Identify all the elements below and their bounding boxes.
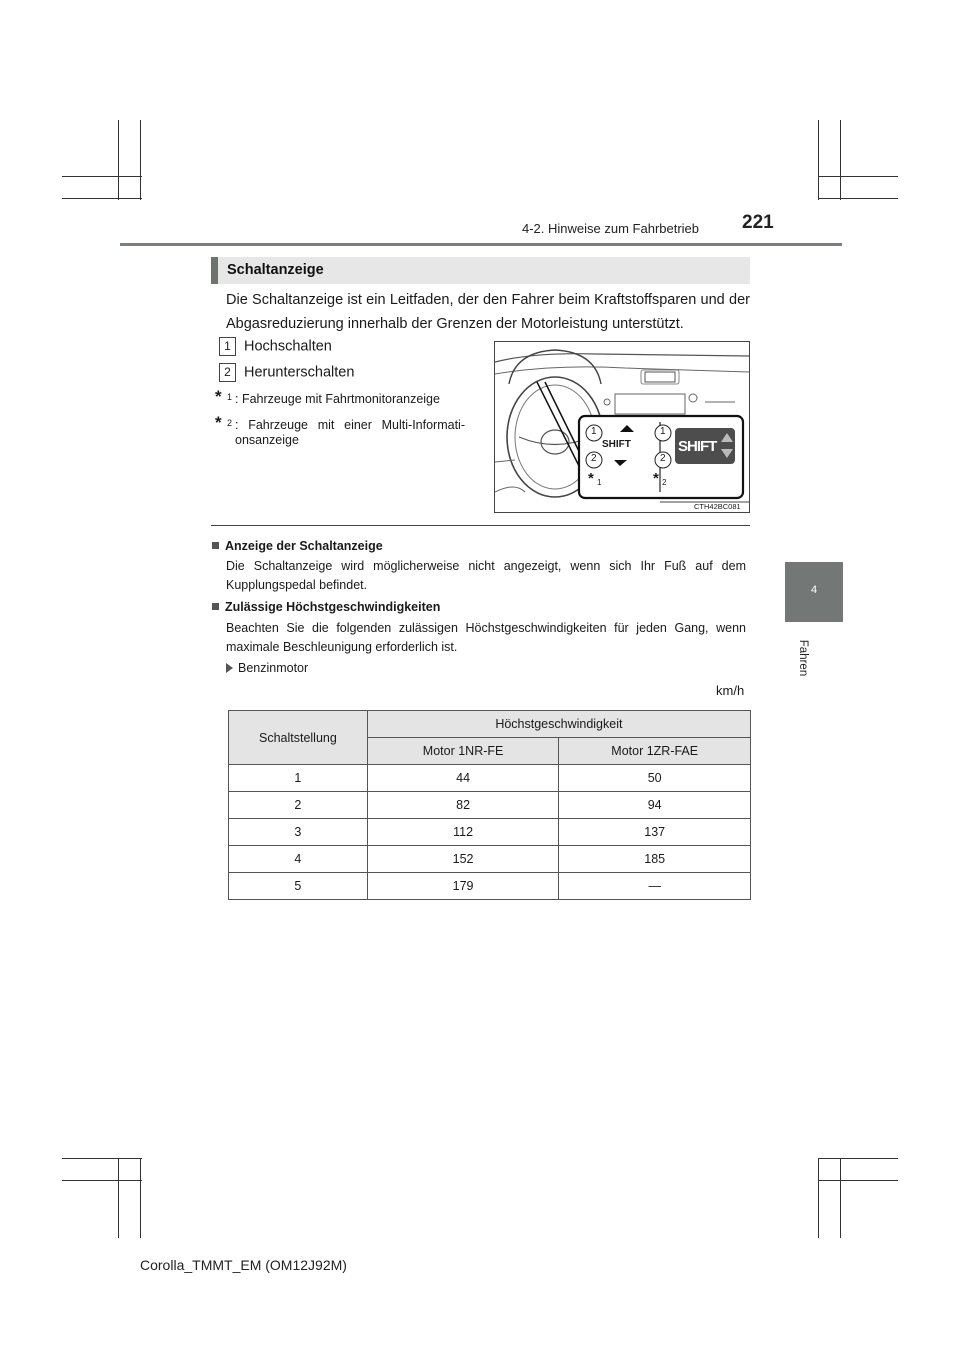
table-cell: 4	[229, 846, 368, 873]
speed-table	[228, 710, 751, 900]
table-row	[229, 873, 751, 900]
table-cell: 112	[367, 819, 559, 846]
note-title: Zulässige Höchstgeschwindigkeiten	[225, 600, 441, 614]
table-cell: 50	[559, 765, 751, 792]
unit-label: km/h	[716, 683, 745, 698]
chapter-number: 4	[810, 584, 818, 596]
table-cell: 185	[559, 846, 751, 873]
table-cell: 137	[559, 819, 751, 846]
footnote-star: *	[215, 413, 222, 432]
crop-mark	[118, 1158, 119, 1238]
section-title: Schaltanzeige	[227, 262, 324, 278]
table-cell: 2	[229, 792, 368, 819]
table-cell: 94	[559, 792, 751, 819]
table-header: Höchstgeschwindigkeit	[367, 711, 750, 738]
header-rule	[120, 243, 842, 246]
figure-code: CTH42BC081	[694, 502, 741, 511]
crop-mark	[818, 1158, 898, 1159]
note-heading	[212, 600, 440, 614]
star-1: *	[588, 470, 594, 487]
table-cell: 179	[367, 873, 559, 900]
item-label: Herunterschalten	[244, 364, 355, 381]
table-header: Motor 1NR-FE	[367, 738, 559, 765]
engine-type	[226, 661, 308, 675]
bullet-square	[212, 542, 219, 549]
section-heading	[211, 257, 750, 284]
list-item-downshift	[219, 363, 354, 383]
intro-paragraph: Die Schaltanzeige ist ein Leitfaden, der den Fahrer beim Kraftstoffsparen und der Abgasreduzierung innerhalb der Grenzen der Motorleistung unterstützt.	[226, 292, 750, 332]
table-cell: —	[559, 873, 751, 900]
crop-mark	[118, 120, 119, 200]
table-row	[229, 846, 751, 873]
star-1-sub: 1	[597, 478, 602, 487]
triangle-bullet-icon	[226, 663, 233, 673]
crop-mark	[818, 1180, 898, 1181]
dashboard-drawing	[495, 342, 749, 512]
table-cell: 1	[229, 765, 368, 792]
dashboard-illustration	[494, 341, 750, 513]
table-row	[229, 765, 751, 792]
table-cell: 82	[367, 792, 559, 819]
footer-doc-id: Corolla_TMMT_EM (OM12J92M)	[140, 1257, 347, 1273]
star-2-sub: 2	[662, 478, 667, 487]
note-heading	[212, 539, 383, 553]
note-text: Beachten Sie die folgenden zulässigen Höchstgeschwindigkeiten für jeden Gang, wenn maximale Beschleunigung erforderlich ist.	[226, 621, 746, 654]
shift-display-label: SHIFT	[678, 438, 717, 455]
callout-num-1: 1	[591, 426, 597, 437]
callout-num-1b: 1	[660, 426, 666, 437]
item-number: 1	[219, 337, 236, 356]
crop-mark	[818, 120, 819, 200]
footnote-star: *	[215, 387, 222, 406]
table-cell: 44	[367, 765, 559, 792]
crop-mark	[840, 120, 841, 200]
shift-label-left: SHIFT	[602, 439, 631, 450]
engine-label: Benzinmotor	[238, 661, 309, 675]
item-number: 2	[219, 363, 236, 382]
table-cell: 152	[367, 846, 559, 873]
table-row	[229, 792, 751, 819]
table-cell: 5	[229, 873, 368, 900]
chapter-label	[794, 630, 808, 690]
table-header: Schaltstellung	[229, 711, 368, 765]
table-cell: 3	[229, 819, 368, 846]
table-header: Motor 1ZR-FAE	[559, 738, 751, 765]
note-title: Anzeige der Schaltanzeige	[225, 539, 383, 553]
crop-mark	[818, 1158, 819, 1238]
chapter-label-text: Fahren	[797, 639, 809, 677]
footnote-sub: 1	[227, 392, 233, 402]
crop-mark	[818, 176, 898, 177]
crop-mark	[62, 1158, 142, 1159]
item-label: Hochschalten	[244, 338, 332, 355]
header-title: 4-2. Hinweise zum Fahrbetrieb	[522, 221, 700, 236]
bullet-square	[212, 603, 219, 610]
crop-mark	[140, 1158, 141, 1238]
footnote-text: : Fahrzeuge mit einer Multi-Informationsanzeige	[235, 418, 465, 447]
crop-mark	[62, 198, 142, 199]
callout-num-2: 2	[591, 453, 597, 464]
footnote-sub: 2	[227, 418, 233, 428]
table-row	[229, 819, 751, 846]
crop-mark	[62, 176, 142, 177]
crop-mark	[840, 1158, 841, 1238]
crop-mark	[62, 1180, 142, 1181]
star-2: *	[653, 470, 659, 487]
footnote-text: : Fahrzeuge mit Fahrtmonitoranzeige	[235, 392, 440, 406]
page-number: 221	[742, 212, 774, 233]
crop-mark	[140, 120, 141, 200]
footnote-2	[215, 413, 465, 452]
chapter-tab	[785, 562, 843, 622]
note-text: Die Schaltanzeige wird möglicherweise nicht angezeigt, wenn sich Ihr Fuß auf dem Kupplungspedal befindet.	[226, 559, 746, 592]
callout-num-2b: 2	[660, 453, 666, 464]
list-item-upshift	[219, 337, 332, 357]
section-divider	[211, 525, 750, 526]
crop-mark	[818, 198, 898, 199]
footnote-1	[215, 387, 465, 410]
